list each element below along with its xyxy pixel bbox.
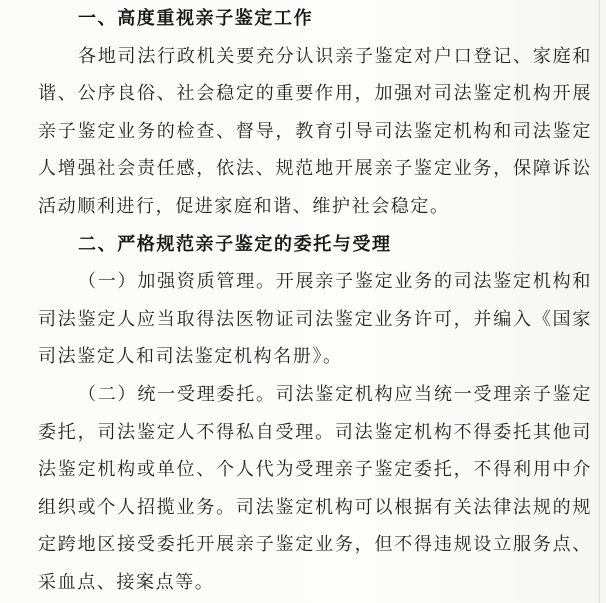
text-line: （一）加强资质管理。开展亲子鉴定业务的司法鉴定机构和 (78, 271, 592, 293)
text-line: 谐、公序良俗、社会稳定的重要作用，加强对司法鉴定机构开展 (38, 83, 592, 105)
text-line: 法鉴定机构或单位、个人代为受理亲子鉴定委托，不得利用中介 (38, 459, 592, 481)
paragraph (38, 263, 592, 376)
document-body (38, 0, 592, 602)
text-line: 亲子鉴定业务的检查、督导，教育引导司法鉴定机构和司法鉴定 (38, 120, 592, 142)
text-line: 人增强社会责任感，依法、规范地开展亲子鉴定业务，保障诉讼 (38, 158, 592, 180)
paragraph (38, 38, 592, 226)
text-line: 委托，司法鉴定人不得私自受理。司法鉴定机构不得委托其他司 (38, 421, 592, 443)
text-line: 活动顺利进行，促进家庭和谐、维护社会稳定。 (38, 195, 450, 217)
text-line: 定跨地区接受委托开展亲子鉴定业务，但不得违规设立服务点、 (38, 534, 592, 556)
text-line: 组织或个人招揽业务。司法鉴定机构可以根据有关法律法规的规 (38, 496, 592, 518)
text-line: （二）统一受理委托。司法鉴定机构应当统一受理亲子鉴定 (78, 383, 592, 405)
text-line: 司法鉴定人应当取得法医物证司法鉴定业务许可，并编入《国家 (38, 308, 592, 330)
text-line: 采血点、接案点等。 (38, 571, 215, 593)
text-line: 各地司法行政机关要充分认识亲子鉴定对户口登记、家庭和 (78, 45, 592, 67)
paragraph (38, 376, 592, 602)
section-heading: 二、严格规范亲子鉴定的委托与受理 (78, 233, 392, 255)
scan-edge (599, 0, 600, 603)
section-heading: 一、高度重视亲子鉴定工作 (78, 8, 314, 29)
text-line: 司法鉴定人和司法鉴定机构名册》。 (38, 346, 343, 368)
